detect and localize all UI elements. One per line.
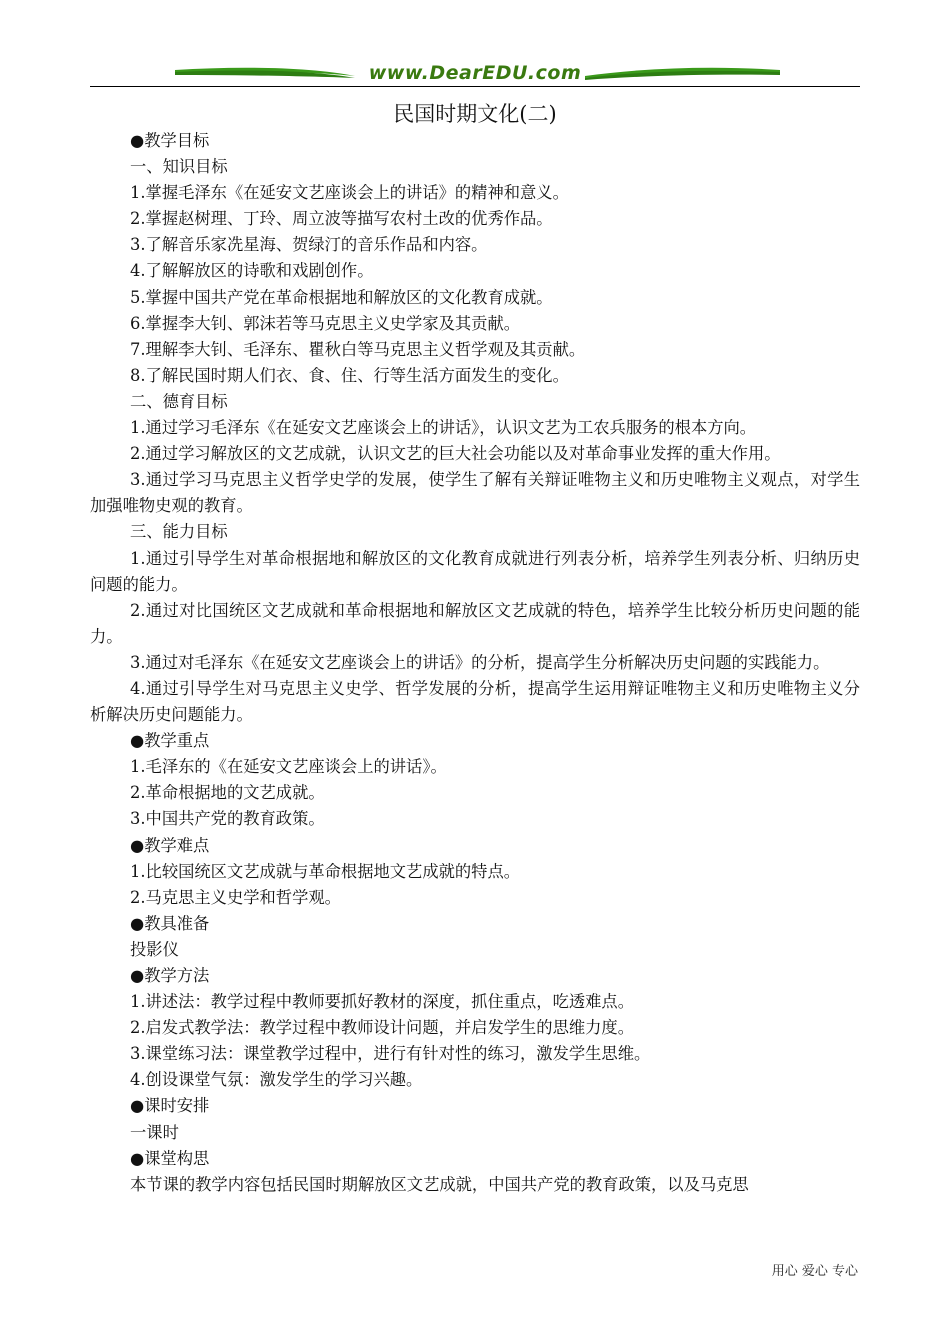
list-item: 2.马克思主义史学和哲学观。 [130, 887, 341, 907]
list-item: 2.通过学习解放区的文艺成就，认识文艺的巨大社会功能以及对革命事业发挥的重大作用。 [130, 444, 781, 464]
document-body [90, 128, 860, 1198]
page-title: 民国时期文化(二) [393, 102, 557, 126]
list-item: 1.掌握毛泽东《在延安文艺座谈会上的讲话》的精神和意义。 [130, 183, 569, 203]
list-item: 2.掌握赵树理、丁玲、周立波等描写农村土改的优秀作品。 [130, 209, 553, 229]
page-footer: 用心 爱心 专心 [771, 1264, 858, 1279]
list-item: 2.革命根据地的文艺成就。 [130, 783, 325, 803]
list-item: 6.掌握李大钊、郭沫若等马克思主义史学家及其贡献。 [130, 313, 521, 333]
list-item: 3.课堂练习法：课堂教学过程中，进行有针对性的练习，激发学生思维。 [130, 1044, 651, 1064]
list-item: 3.中国共产党的教育政策。 [130, 809, 325, 829]
paragraph: 投影仪 [130, 939, 179, 959]
list-item: 2.启发式教学法：教学过程中教师设计问题，并启发学生的思维力度。 [130, 1018, 634, 1038]
list-item: 5.掌握中国共产党在革命根据地和解放区的文化教育成就。 [130, 287, 553, 307]
subheading-knowledge-goals: 一、知识目标 [130, 157, 228, 177]
heading-teaching-methods: ●教学方法 [130, 966, 210, 985]
subheading-ability-goals: 三、能力目标 [130, 522, 228, 542]
paragraph: 本节课的教学内容包括民国时期解放区文艺成就，中国共产党的教育政策，以及马克思 [130, 1174, 749, 1194]
subheading-moral-goals: 二、德育目标 [130, 391, 228, 411]
list-item: 4.通过引导学生对马克思主义史学、哲学发展的分析，提高学生运用辩证唯物主义和历史唯物主义分析解决历史问题能力。 [90, 678, 860, 725]
site-logo-text: www.DearEDU.com [368, 62, 582, 84]
list-item: 3.通过学习马克思主义哲学史学的发展，使学生了解有关辩证唯物主义和历史唯物主义观点，对学生加强唯物史观的教育。 [90, 470, 860, 516]
list-item: 3.通过对毛泽东《在延安文艺座谈会上的讲话》的分析，提高学生分析解决历史问题的实践能力。 [130, 652, 830, 672]
list-item: 8.了解民国时期人们衣、食、住、行等生活方面发生的变化。 [130, 365, 569, 385]
list-item: 1.通过学习毛泽东《在延安文艺座谈会上的讲话》，认识文艺为工农兵服务的根本方向。 [130, 418, 757, 438]
list-item: 1.通过引导学生对革命根据地和解放区的文化教育成就进行列表分析，培养学生列表分析、归纳历史问题的能力。 [90, 548, 860, 594]
heading-difficult-points: ●教学难点 [130, 835, 210, 855]
list-item: 4.了解解放区的诗歌和戏剧创作。 [130, 261, 374, 281]
list-item: 4.创设课堂气氛：激发学生的学习兴趣。 [130, 1070, 423, 1090]
heading-schedule: ●课时安排 [130, 1096, 210, 1116]
list-item: 1.讲述法：教学过程中教师要抓好教材的深度，抓住重点，吃透难点。 [130, 992, 634, 1012]
list-item: 1.毛泽东的《在延安文艺座谈会上的讲话》。 [130, 757, 447, 777]
paragraph: 一课时 [130, 1122, 179, 1142]
heading-teaching-aids: ●教具准备 [130, 913, 210, 933]
list-item: 2.通过对比国统区文艺成就和革命根据地和解放区文艺成就的特色，培养学生比较分析历史问题的能力。 [90, 600, 860, 646]
list-item: 3.了解音乐家冼星海、贺绿汀的音乐作品和内容。 [130, 235, 488, 255]
list-item: 1.比较国统区文艺成就与革命根据地文艺成就的特点。 [130, 861, 521, 881]
heading-teaching-goals: ●教学目标 [130, 131, 210, 150]
header-rule [90, 86, 860, 87]
heading-class-concept: ●课堂构思 [130, 1148, 210, 1168]
list-item: 7.理解李大钊、毛泽东、瞿秋白等马克思主义哲学观及其贡献。 [130, 339, 586, 359]
heading-key-points: ●教学重点 [130, 731, 210, 751]
